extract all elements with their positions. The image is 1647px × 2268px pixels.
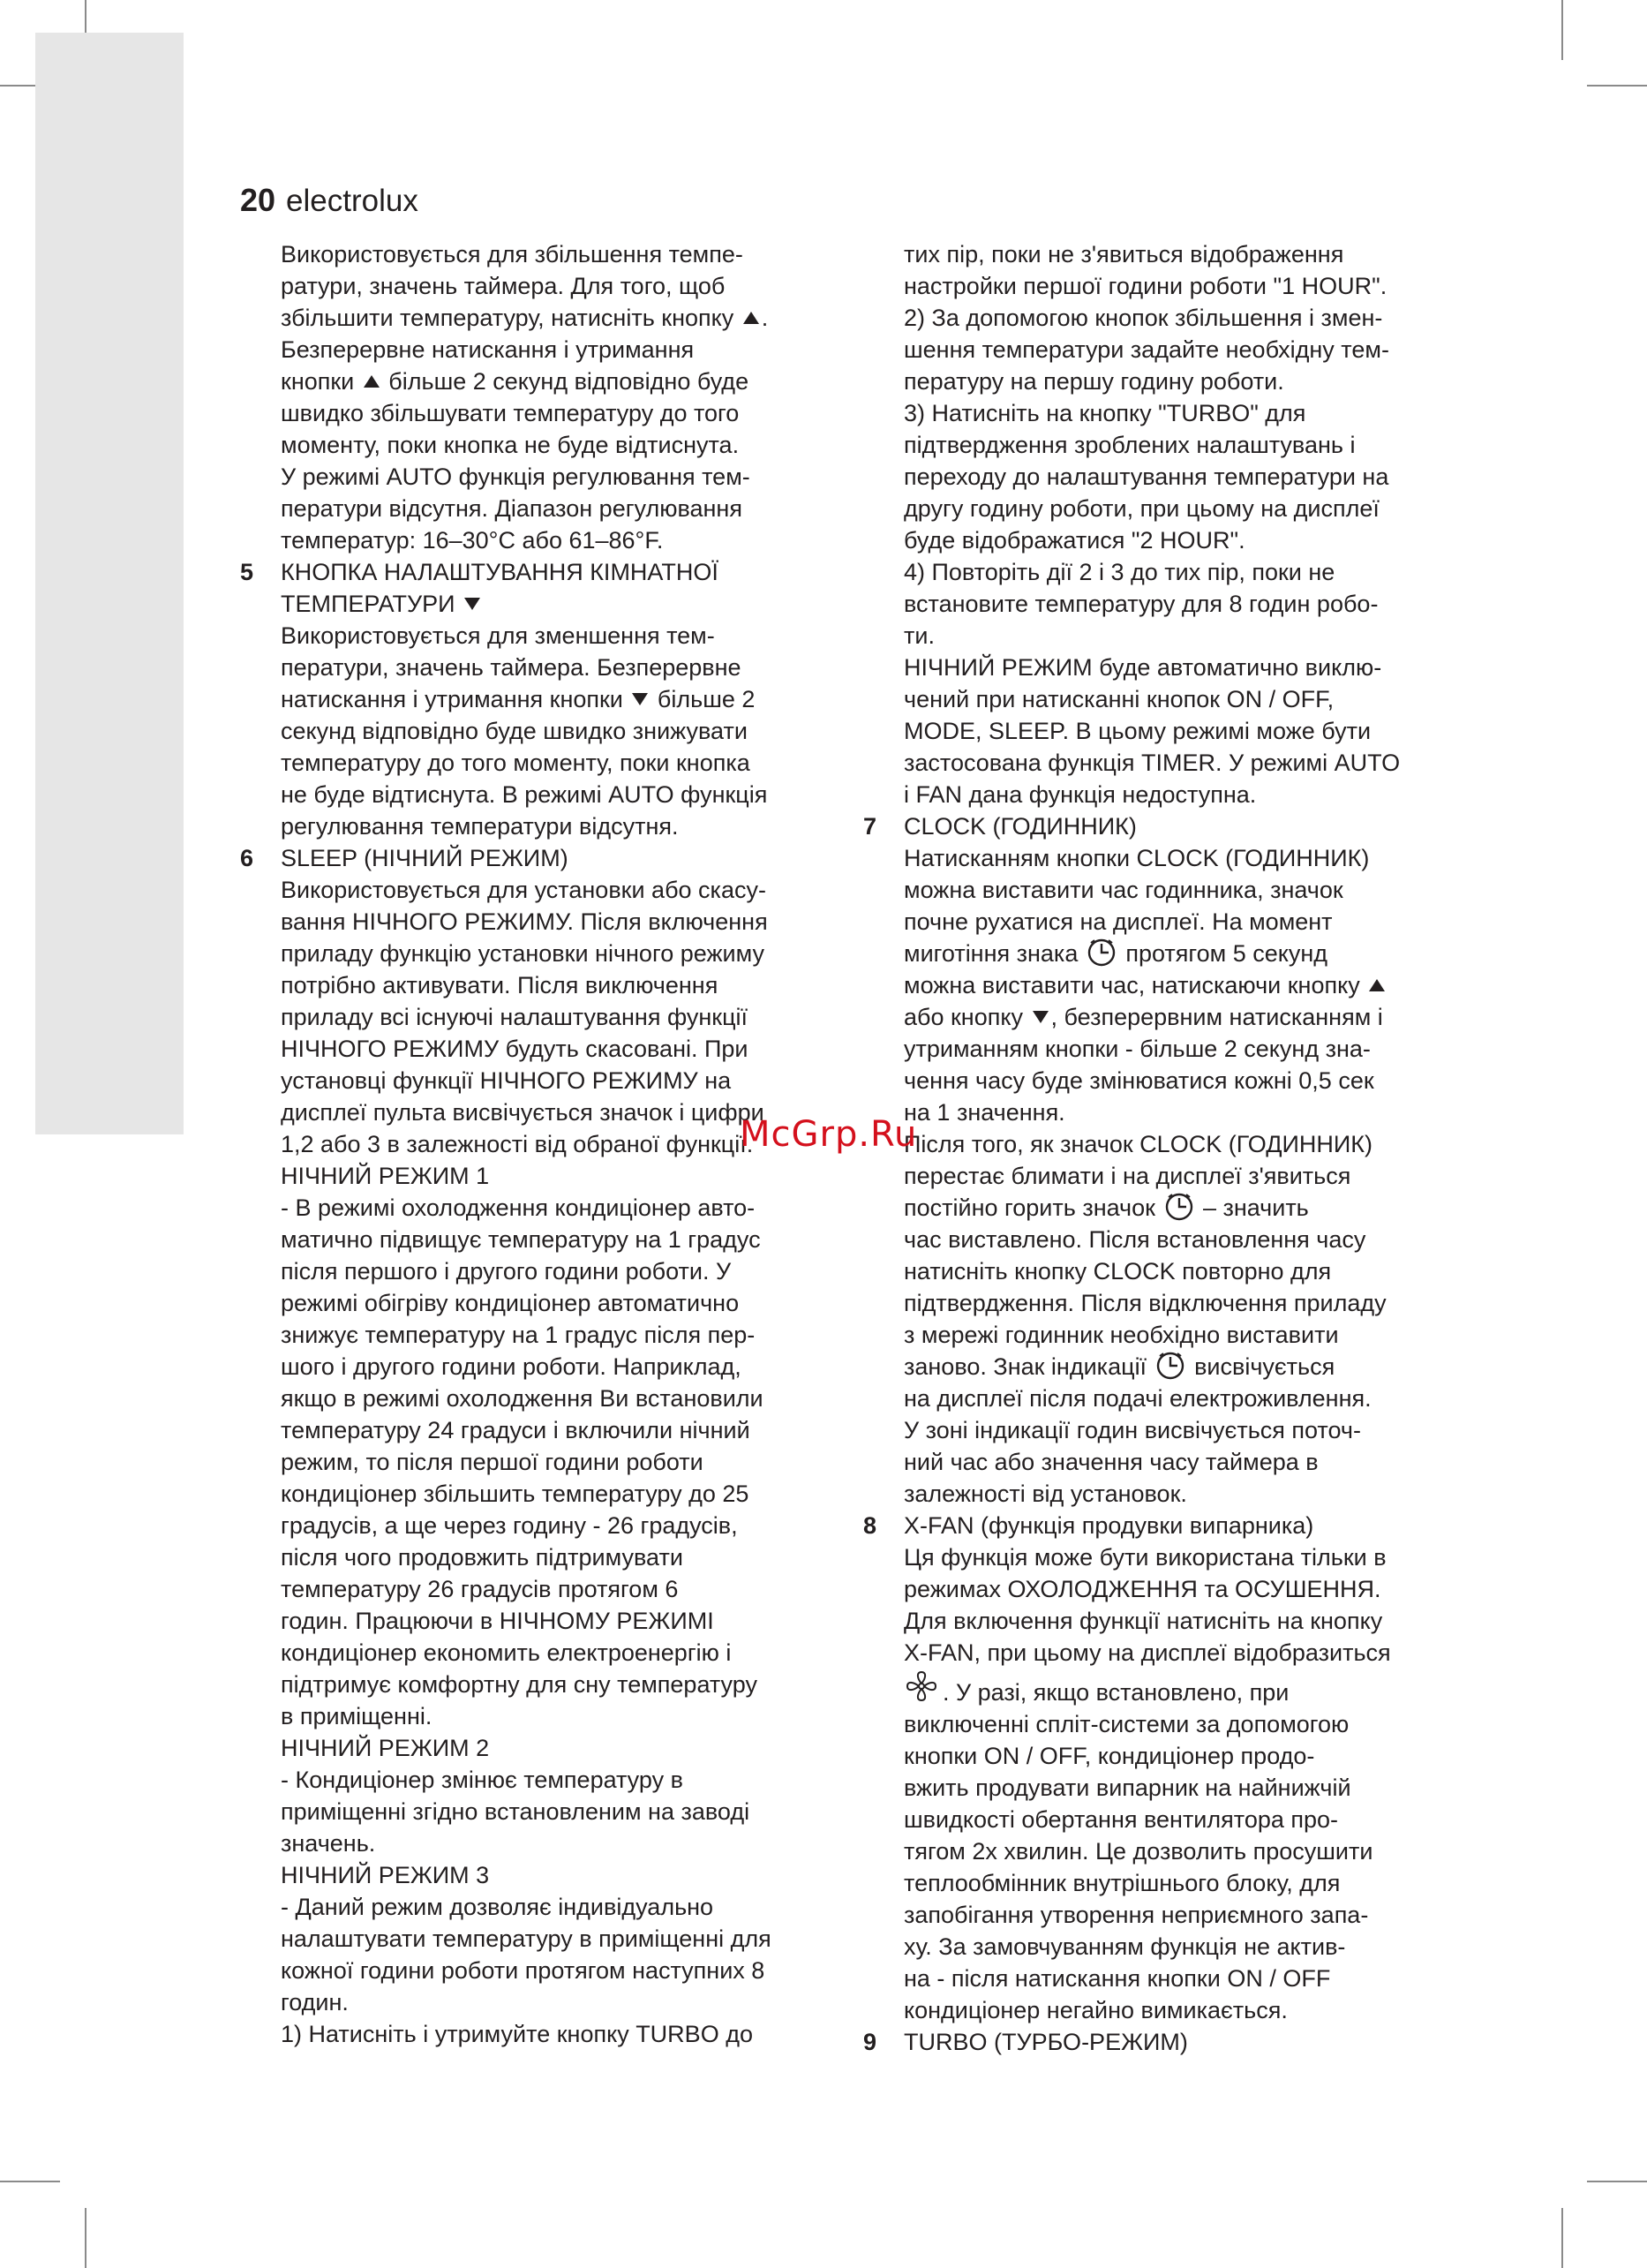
subheading: НІЧНИЙ РЕЖИМ 3 [281,1862,490,1888]
text-line: переходу до налаштування температури на [904,463,1389,490]
text-line: ний час або значення часу таймера в [904,1449,1319,1475]
text-line: приміщенні згідно встановленим на заводі [281,1798,750,1825]
clock-icon [1164,1192,1194,1222]
text-line: НІЧНИЙ РЕЖИМ буде автоматично виклю- [904,654,1382,681]
text-line: залежності від установок. [904,1481,1187,1507]
text-line: годин. Працюючи в НІЧНОМУ РЕЖИМІ [281,1608,714,1634]
text-line: після першого і другого години роботи. У [281,1258,732,1285]
section-number: 9 [863,2029,877,2055]
text-line: підтримує комфортну для сну температуру [281,1671,757,1698]
text-line: температуру 26 градусів протягом 6 [281,1576,679,1602]
text-line: . У разі, якщо встановлено, при [904,1669,1446,1708]
crop-mark [1587,85,1647,87]
arrow-up-icon [743,312,759,324]
text-line: секунд відповідно буде швидко знижувати [281,718,748,744]
text-line: регулювання температури відсутня. [281,813,679,840]
text-line: виключенні спліт-системи за допомогою [904,1711,1350,1737]
text-line: і FAN дана функція недоступна. [904,781,1257,808]
text-line: Використовується для зменшення тем- [281,622,715,649]
text-line: моменту, поки кнопка не буде відтиснута. [281,432,740,458]
text-line: миготіння знака протягом 5 секунд [904,938,1446,969]
text-line: режимах ОХОЛОДЖЕННЯ та ОСУШЕННЯ. [904,1576,1381,1602]
text-line: запобігання утворення неприємного запа- [904,1902,1369,1928]
text-line: або кнопку , безперервним натисканням і [904,1004,1383,1030]
text-line: якщо в режимі охолодження Ви встановили [281,1385,763,1412]
text-line: приладу всі існуючі налаштування функції [281,1004,748,1030]
text-line: кондиціонер економить електроенергію і [281,1639,732,1666]
section-title: TURBO (ТУРБО-РЕЖИМ) [904,2029,1188,2055]
text-line: заново. Знак індикації висвічується [904,1351,1446,1383]
text-line: збільшити температуру, натисніть кнопку . [281,305,769,331]
text-line: НІЧНОГО РЕЖИМУ будуть скасовані. При [281,1036,748,1062]
text-line: У режимі AUTO функція регулювання тем- [281,463,750,490]
section-number: 6 [240,845,254,871]
text-line: Використовується для установки або скасу- [281,877,766,903]
text-line: режим, то після першої години роботи [281,1449,703,1475]
text-line: налаштувати температуру в приміщенні для [281,1925,771,1952]
text-line: швидкості обертання вентилятора про- [904,1806,1339,1833]
text-line: установці функції НІЧНОГО РЕЖИМУ на [281,1067,732,1094]
text-line: Ця функція може бути використана тільки в [904,1544,1387,1571]
section-title: CLOCK (ГОДИННИК) [904,813,1137,840]
text-line: застосована функція TIMER. У режимі AUTO [904,750,1401,776]
text-line: почне рухатися на дисплеї. На момент [904,908,1333,935]
text-line: з мережі годинник необхідно виставити [904,1322,1339,1348]
text-line: чення часу буде змінюватися кожні 0,5 сек [904,1067,1374,1094]
section-title: КНОПКА НАЛАШТУВАННЯ КІМНАТНОЇ [281,559,718,585]
watermark: McGrp.Ru [740,1114,918,1155]
left-column [240,238,823,2050]
section-title: X-FAN (функція продувки випарника) [904,1512,1314,1539]
text-line: 3) Натисніть на кнопку "TURBO" для [904,400,1306,426]
text-line: швидко збільшувати температуру до того [281,400,740,426]
text-line: постійно горить значок – значить [904,1192,1446,1224]
brand-name: electrolux [286,184,418,218]
text-line: 1) Натисніть і утримуйте кнопку TURBO до [281,2021,753,2047]
text-line: встановите температуру для 8 годин робо- [904,591,1379,617]
text-line: ператури, значень таймера. Безперервне [281,654,741,681]
page-header [240,182,418,226]
text-line: матично підвищує температуру на 1 градус [281,1226,761,1253]
text-line: в приміщенні. [281,1703,432,1729]
text-line: вання НІЧНОГО РЕЖИМУ. Після включення [281,908,768,935]
text-line: шення температури задайте необхідну тем- [904,336,1389,363]
text-line: тих пір, поки не з'явиться відображення [904,241,1344,267]
section-number: 8 [863,1512,877,1539]
text-line: дисплеї пульта висвічується значок і цифри [281,1099,764,1126]
page-number: 20 [240,182,276,218]
text-line: Натисканням кнопки CLOCK (ГОДИННИК) [904,845,1370,871]
text-line: можна виставити час годинника, значок [904,877,1343,903]
text-line: Безперервне натискання і утримання [281,336,695,363]
text-line: температур: 16–30°C або 61–86°F. [281,527,664,554]
text-line: - Кондиціонер змінює температуру в [281,1767,683,1793]
arrow-down-icon [464,598,480,610]
arrow-down-icon [1033,1011,1049,1023]
text-line: кондиціонер збільшить температуру до 25 [281,1481,749,1507]
text-line: другу годину роботи, при цьому на дисплеї [904,495,1380,522]
crop-mark [85,2208,86,2268]
text-line: підтвердження. Після відключення приладу [904,1290,1387,1316]
text-line: ху. За замовчуванням функція не актив- [904,1933,1346,1960]
clock-icon [1155,1351,1185,1381]
text-line: температуру 24 градуси і включили нічний [281,1417,750,1443]
text-line: температуру до того моменту, поки кнопка [281,750,750,776]
text-line: після чого продовжить підтримувати [281,1544,683,1571]
text-line: Після того, як значок CLOCK (ГОДИННИК) [904,1131,1373,1157]
subheading: НІЧНИЙ РЕЖИМ 1 [281,1163,490,1189]
right-column [863,238,1446,2058]
text-line: ти. [904,622,935,649]
text-line: знижує температуру на 1 градус після пер- [281,1322,756,1348]
text-line: вжить продувати випарник на найнижчій [904,1774,1351,1801]
crop-mark [1561,0,1563,60]
section-8 [863,1510,1446,2026]
section-number: 5 [240,559,254,585]
intro-section [240,238,823,556]
text-line: натисніть кнопку CLOCK повторно для [904,1258,1332,1285]
fan-icon [904,1669,939,1704]
arrow-down-icon [632,693,648,705]
crop-mark [1587,2181,1647,2182]
text-line: на 1 значення. [904,1099,1065,1126]
text-line: шого і другого години роботи. Наприклад, [281,1353,741,1380]
text-line: Використовується для збільшення темпе- [281,241,743,267]
text-line: настройки першої години роботи "1 HOUR". [904,273,1388,299]
section-number: 7 [863,813,877,840]
text-line: 4) Повторіть дії 2 і 3 до тих пір, поки не [904,559,1335,585]
text-line: пературу на першу годину роботи. [904,368,1284,395]
text-line: час виставлено. Після встановлення часу [904,1226,1366,1253]
text-line: приладу функцію установки нічного режиму [281,940,764,967]
text-line: утриманням кнопки - більше 2 секунд зна- [904,1036,1371,1062]
side-tab [35,33,184,1134]
text-line: ператури відсутня. Діапазон регулювання [281,495,742,522]
arrow-up-icon [1369,979,1385,991]
crop-mark [0,2181,60,2182]
text-line: градусів, а ще через годину - 26 градусів, [281,1512,738,1539]
text-line: - Даний режим дозволяє індивідуально [281,1894,714,1920]
text-line: кнопки більше 2 секунд відповідно буде [281,368,749,395]
arrow-up-icon [364,375,380,388]
text-line: натискання і утримання кнопки більше 2 [281,686,756,712]
text-line: кнопки ON / OFF, кондиціонер продо- [904,1743,1315,1769]
text-line: годин. [281,1989,349,2016]
text-line: 2) За допомогою кнопок збільшення і змен- [904,305,1383,331]
text-line: теплообмінник внутрішнього блоку, для [904,1870,1341,1896]
section-5 [240,556,823,842]
text-line: кожної години роботи протягом наступних 8 [281,1957,765,1984]
text-line: підтвердження зроблених налаштувань і [904,432,1356,458]
text-line: перестає блимати і на дисплеї з'явиться [904,1163,1351,1189]
text-line: буде відображатися "2 HOUR". [904,527,1245,554]
section-7 [863,810,1446,1510]
crop-mark [1561,2208,1563,2268]
text-line: 1,2 або 3 в залежності від обраної функції. [281,1131,754,1157]
text-line: чений при натисканні кнопок ON / OFF, [904,686,1335,712]
section-6 [240,842,823,2050]
text-line: Для включення функції натисніть на кнопку [904,1608,1383,1634]
text-line: можна виставити час, натискаючи кнопку [904,969,1446,1001]
section-title: SLEEP (НІЧНИЙ РЕЖИМ) [281,845,568,871]
text-line: на дисплеї після подачі електроживлення. [904,1385,1372,1412]
section-title: ТЕМПЕРАТУРИ [281,588,823,620]
text-line: режимі обігріву кондиціонер автоматично [281,1290,740,1316]
text-line: тягом 2х хвилин. Це дозволить просушити [904,1838,1373,1865]
text-line: кондиціонер негайно вимикається. [904,1997,1288,2023]
text-line: X-FAN, при цьому на дисплеї відобразиться [904,1639,1391,1666]
text-line: не буде відтиснута. В режимі AUTO функція [281,781,768,808]
text-line: У зоні індикації годин висвічується поточ- [904,1417,1361,1443]
text-line: на - після натискання кнопки ON / OFF [904,1965,1331,1992]
text-line: ратури, значень таймера. Для того, щоб [281,273,726,299]
text-line: потрібно активувати. Після виключення [281,972,718,998]
clock-icon [1087,938,1117,968]
text-line: значень. [281,1830,376,1857]
subheading: НІЧНИЙ РЕЖИМ 2 [281,1735,490,1761]
text-line: - В режимі охолодження кондиціонер авто- [281,1194,756,1221]
night-mode-continued [863,238,1446,810]
text-line: MODE, SLEEP. В цьому режимі може бути [904,718,1372,744]
section-9 [863,2026,1446,2058]
